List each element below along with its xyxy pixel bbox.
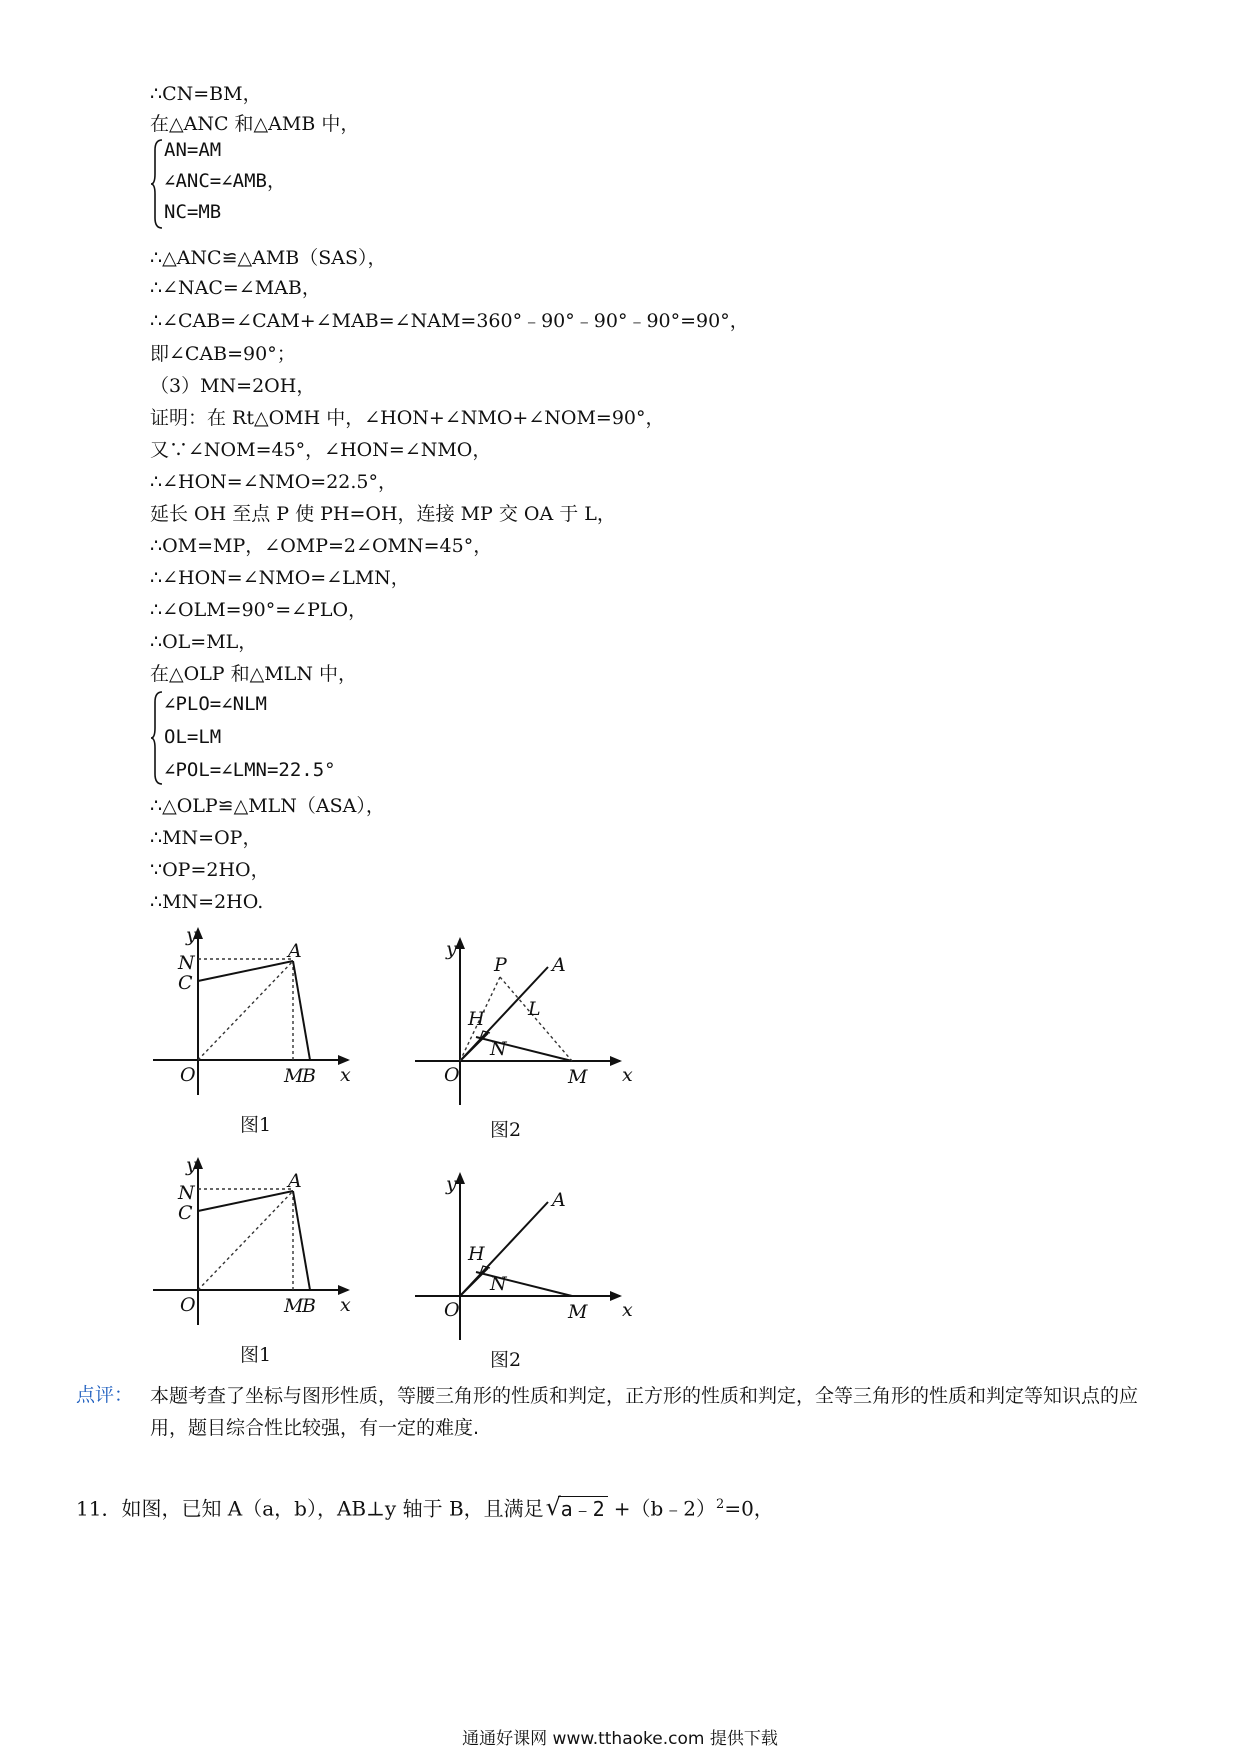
proof-line: 即∠CAB=90°； [150,343,296,365]
point-label: O [180,1294,196,1316]
y-axis-label: y [186,925,197,946]
point-label: O [444,1299,460,1321]
point-label: M [568,1066,588,1088]
y-axis-label: y [446,938,457,960]
proof-line: ∴∠HON=∠NMO=∠LMN， [150,567,410,589]
system-row: AN=AM [164,139,222,161]
proof-line: ∴△ANC≌△AMB（SAS）， [150,247,387,269]
proof-line: ∴∠OLM=90°=∠PLO， [150,599,368,621]
proof-line: 延长 OH 至点 P 使 PH=OH，连接 MP 交 OA 于 L， [150,503,616,525]
problem-11 [76,1492,774,1522]
point-label: N [178,1182,195,1204]
proof-line: ∴OM=MP，∠OMP=2∠OMN=45°， [150,535,493,557]
figure-1-top [148,925,368,1105]
exponent: 2 [716,1497,725,1512]
point-label: M [284,1065,304,1087]
proof-line: ∴MN=2HO. [150,891,264,913]
proof-line: ∴∠HON=∠NMO=22.5°， [150,471,398,493]
proof-line: （3）MN=2OH， [150,375,316,397]
proof-line: 证明：在 Rt△OMH 中，∠HON+∠NMO+∠NOM=90°， [150,407,665,429]
system-row: NC=MB [164,201,222,223]
figure-2-bottom [410,1170,640,1350]
point-label: A [288,940,302,962]
proof-line: 在△ANC 和△AMB 中， [150,113,360,135]
point-label: A [552,1189,566,1211]
radical-sign-icon: √ [545,1492,561,1521]
proof-line: ∴MN=OP， [150,827,262,849]
square-root [545,1492,612,1522]
point-label: C [178,1202,193,1224]
figure-caption: 图2 [490,1349,522,1371]
point-label: O [444,1064,460,1086]
proof-line: ∴∠CAB=∠CAM+∠MAB=∠NAM=360°﹣90°﹣90°﹣90°=90°， [150,310,749,332]
point-label: L [528,998,541,1020]
figure-1-bottom [148,1155,368,1335]
point-label: N [490,1038,507,1060]
comment-text: 本题考查了坐标与图形性质，等腰三角形的性质和判定，正方形的性质和判定，全等三角形的性质和判定等知识点的应用，题目综合性比较强，有一定的难度. [150,1385,1139,1439]
point-label: P [494,954,507,976]
figure-caption: 图1 [240,1114,272,1136]
figure-caption: 图2 [490,1119,522,1141]
x-axis-label: x [622,1064,633,1086]
proof-line: ∴CN=BM， [150,83,262,105]
point-label: N [178,952,195,974]
x-axis-label: x [622,1299,633,1321]
system-row: ∠PLO=∠NLM [164,693,267,715]
point-label: M [568,1301,588,1323]
problem-text: =0， [724,1496,774,1521]
point-label: H [468,1008,485,1030]
system-row: ∠POL=∠LMN=22.5° [164,759,336,781]
system-row: ∠ANC=∠AMB， [164,170,286,192]
point-label: A [288,1170,302,1192]
point-label: O [180,1064,196,1086]
point-label: B [302,1295,316,1317]
proof-line: ∴∠NAC=∠MAB， [150,277,321,299]
figure-2-top [410,935,640,1115]
left-brace-icon [150,138,164,230]
point-label: B [302,1065,316,1087]
figure-caption: 图1 [240,1344,272,1366]
proof-line: ∴OL=ML， [150,631,258,653]
left-brace-icon [150,690,164,786]
radicand: a﹣2 [558,1496,608,1521]
system-row: OL=LM [164,726,222,748]
proof-line: 在△OLP 和△MLN 中， [150,663,357,685]
proof-line: ∵OP=2HO， [150,859,270,881]
problem-text: 11．如图，已知 A（a，b），AB⊥y 轴于 B，且满足 [76,1496,544,1521]
proof-line: ∴△OLP≌△MLN（ASA）， [150,795,385,817]
point-label: C [178,972,193,994]
y-axis-label: y [186,1155,197,1176]
y-axis-label: y [446,1173,457,1195]
problem-text: +（b﹣2） [613,1496,717,1521]
point-label: N [490,1273,507,1295]
page-footer: 通通好课网 www.tthaoke.com 提供下载 [462,1729,778,1749]
point-label: A [552,954,566,976]
comment-label: 点评： [76,1384,134,1406]
proof-line: 又∵∠NOM=45°，∠HON=∠NMO， [150,439,492,461]
x-axis-label: x [340,1064,351,1086]
x-axis-label: x [340,1294,351,1316]
point-label: H [468,1243,485,1265]
point-label: M [284,1295,304,1317]
